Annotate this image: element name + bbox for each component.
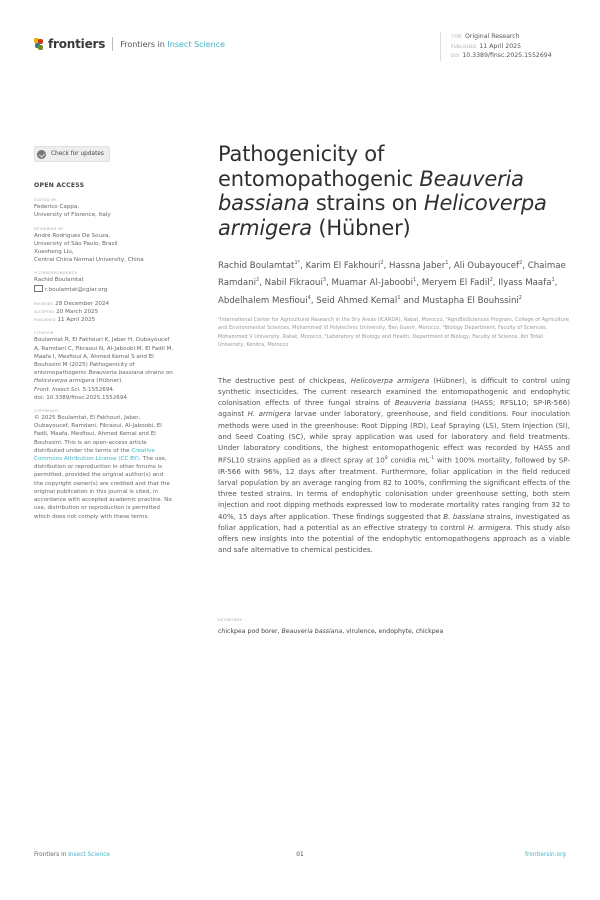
keyword-text: chickpea pod borer, — [218, 628, 282, 636]
reviewer-name: Xuesheng Liu, — [34, 249, 74, 256]
author-name[interactable]: Seid Ahmed Kemal — [316, 295, 398, 306]
title-species: Helicoverpa armigera — [218, 191, 547, 240]
citation-doi[interactable]: doi: 10.3389/finsc.2025.1552694 — [34, 394, 127, 401]
reviewer-name: André Rodrigues De Souza, — [34, 232, 111, 239]
author-name[interactable]: Meryem El Fadil — [421, 278, 490, 289]
author-list: Rachid Boulamtat$^{1*}$, Karim El Fakhouri$^2$, Hassna Jaber$^1$, Ali Oubayoucef$^2$, Chaimae Ramdani$^2$, Nabil Fikraoui$^3$, Muamar Al-Jaboobi$^1$, Meryem El Fadil$^2$, Ilyass Maafa$^1$, Abdelhalem Mesfioui$^4$, Seid Ahmed Kemal$^1$ and Mustapha El Bouhssini$^2$ — [218, 260, 566, 306]
footer-site-link[interactable]: frontiersin.org — [524, 852, 566, 858]
editor-name: Federico Cappa, — [34, 204, 80, 211]
check-updates-label: Check for updates — [51, 150, 104, 157]
reviewer-affiliation: Central China Normal University, China — [34, 257, 144, 264]
author-affiliation-marker: 2 — [519, 260, 523, 266]
abstract-species: H. armigera — [247, 409, 291, 419]
abstract-species: Beauveria bassiana — [394, 398, 467, 408]
correspondence-email-row[interactable] — [34, 285, 174, 294]
copyright-label: COPYRIGHT — [34, 408, 59, 414]
abstract-text: The destructive pest of chickpeas, — [218, 375, 351, 385]
author-affiliation-marker: 1 — [413, 277, 417, 284]
abstract-exponent: 8 — [384, 456, 388, 462]
author-affiliation-marker: 3 — [322, 277, 327, 284]
reviewer-affiliation: University of São Paulo, Brazil — [34, 240, 118, 247]
article-dates — [34, 300, 174, 325]
check-updates-button[interactable] — [34, 146, 110, 162]
author-affiliation-marker: 2 — [255, 277, 260, 284]
abstract-text: (HASS; RFSL10; SP-IR-566) against — [218, 398, 570, 419]
title-part: Pathogenicity of entomopathogenic — [218, 142, 420, 191]
abstract-species: Helicoverpa armigera — [350, 375, 430, 385]
abstract-exponent: -1 — [429, 456, 435, 462]
correspondence-label: *CORRESPONDENCE — [34, 270, 78, 276]
author-affiliation-marker: 1 — [445, 260, 449, 266]
sidebar — [34, 146, 174, 521]
author-name[interactable]: Ilyass Maafa — [498, 278, 552, 289]
page-number: 01 — [296, 852, 304, 858]
page-footer — [34, 852, 566, 864]
reviewed-by-label: REVIEWED BY — [34, 225, 64, 231]
abstract-species: B. bassiana — [443, 511, 485, 521]
meta-published — [451, 42, 552, 52]
article-main — [218, 142, 570, 635]
author-name[interactable]: Nabil Fikraoui — [264, 278, 323, 289]
author-name[interactable]: Chaimae Ramdani — [218, 260, 566, 289]
author-name[interactable]: Abdelhalem Mesfioui — [218, 295, 308, 306]
author-affiliation-marker: 2 — [518, 294, 522, 301]
citation-label: CITATION — [34, 330, 54, 336]
author-name[interactable]: Ali Oubayoucef — [453, 260, 520, 271]
check-updates-icon — [37, 150, 46, 159]
article-title — [218, 142, 570, 240]
keyword-text: , virulence, endophyte, chickpea — [342, 628, 444, 636]
citation-authors: Boulamtat R, El Fakhouri K, Jaber H, Oubayoucef A, Ramdani C, Fikraoui N, Al-Jaboobi M, El Fadil M, Maafa I, Mesfioui A, Ahmed Kemal S and El Bouhssini M (2025) Pathogenicity of entomopathogenic — [34, 337, 174, 377]
abstract-text: (Hübner), is difficult to control using synthetic insecticides. The current research examined the entomopathogenic and endophytic colonisation effects of three fungal strains of — [218, 375, 570, 408]
logo-divider — [112, 37, 113, 51]
footer-journal-prefix: Frontiers in — [34, 852, 69, 858]
author-affiliation-marker: 1* — [294, 260, 301, 266]
date-received-label: RECEIVED — [34, 300, 54, 306]
copyright-tail: . The use, distribution or reproduction in other forums is permitted, provided the original author(s) and the copyright owner(s) are credited and that the original publication in this journal is cited, in accordance with accepted academic practice. No use, distribution or reproduction is permitted which does not comply with these terms. — [34, 456, 172, 520]
abstract-text: larvae under laboratory, greenhouse, and field conditions. Four inoculation methods were used in the greenhouse: Root Dipping (RD), Leaf Spraying (LS), Stem Injection (SI), and Seed Coating (SC), while spray application was used for laboratory and field treatments. Under laboratory conditions, the highest entomopathogenic effect was recorded by HASS and RFSL10 strains applied as a direct spray at 10 — [218, 409, 570, 465]
title-species: Beauveria bassiana — [218, 166, 524, 215]
citation-species: Beauveria bassiana — [88, 370, 144, 377]
copyright-text — [34, 414, 174, 521]
keywords — [218, 628, 570, 635]
citation-mid: strains on — [143, 370, 173, 377]
frontiers-logo-icon — [34, 38, 44, 50]
date-received-value: 28 December 2024 — [55, 300, 110, 307]
citation-volume: 5:1552694. — [80, 386, 115, 393]
keyword-species: Beauveria bassiana — [281, 628, 343, 636]
citation-text — [34, 336, 174, 402]
date-published — [34, 316, 174, 324]
meta-type-value: Original Research — [465, 33, 520, 40]
mail-icon — [34, 285, 43, 292]
license-link[interactable]: Creative Commons Attribution License (CC BY) — [34, 447, 155, 463]
author-affiliation-marker: 4 — [307, 294, 311, 301]
page-header — [0, 0, 600, 80]
date-accepted-value: 20 March 2025 — [56, 309, 99, 316]
meta-published-value: 11 April 2025 — [479, 42, 522, 50]
author-name[interactable]: Rachid Boulamtat — [218, 260, 295, 271]
citation-journal: Front. Insect Sci. — [34, 386, 81, 393]
meta-doi — [451, 51, 552, 61]
journal-name — [120, 40, 225, 49]
author-name[interactable]: Karim El Fakhouri — [305, 260, 381, 271]
correspondence-name: Rachid Boulamtat — [34, 277, 84, 284]
open-access-label: OPEN ACCESS — [34, 182, 85, 189]
abstract-text: . This study also offers new insights into the potential of the endophytic entomopathogens approach as a viable and safe alternative to chemical pesticides. — [218, 522, 570, 555]
meta-type — [451, 32, 552, 42]
abstract-text: strains, investigated as foliar application, had a potential as an effective strategy to control — [218, 511, 571, 532]
date-published-value: 11 April 2025 — [57, 317, 96, 324]
author-name[interactable]: Mustapha El Bouhssini — [422, 295, 519, 306]
citation-species: Helicoverpa armigera — [34, 378, 95, 385]
meta-doi-value[interactable]: 10.3389/finsc.2025.1552694 — [462, 52, 552, 59]
abstract-species: H. armigera — [467, 522, 511, 532]
abstract-text: with 100% mortality, followed by SP-IR-566 with 96%, 12 days after treatment. Furthermore, foliar application in the field reduced larval population by an average ranging from 82 to 100%, confirming the significant effects of the three tested strains. In terms of endophytic colonisation under greenhouse setting, both stem injection and root dipping methods expressed low to moderate mortality rates ranging from 32 to 40%, 15 days after application. These findings suggested that — [218, 455, 570, 521]
author-affiliation-marker: 1 — [397, 294, 401, 301]
article-meta — [440, 32, 552, 61]
author-affiliation-marker: 1 — [551, 277, 555, 284]
keywords-label: KEYWORDS — [218, 617, 243, 623]
date-accepted — [34, 308, 174, 316]
abstract-text: conidia mL — [387, 455, 430, 465]
author-affiliation-marker: 2 — [489, 277, 493, 284]
title-part: strains on — [309, 191, 424, 215]
date-accepted-label: ACCEPTED — [34, 309, 55, 315]
footer-journal-name[interactable]: Insect Science — [68, 852, 110, 858]
citation-tail: (Hübner). — [94, 378, 124, 385]
copyright-body: © 2025 Boulamtat, El Fakhouri, Jaber, Oubayoucef, Ramdani, Fikraoui, Al-Jaboobi, El Fadil, Maafa, Mesfioui, Ahmed Kemal and El Bouhssini. This is an open-access article distributed under the terms of the — [34, 415, 162, 454]
title-part: (Hübner) — [311, 215, 411, 240]
editor-affiliation: University of Florence, Italy — [34, 212, 111, 219]
abstract — [218, 375, 570, 556]
journal-prefix: Frontiers in — [120, 39, 168, 49]
journal-title: Insect Science — [167, 39, 226, 49]
author-affiliation-marker: 2 — [380, 260, 384, 266]
meta-type-label: TYPE — [451, 34, 463, 39]
author-name[interactable]: Muamar Al-Jaboobi — [331, 278, 414, 289]
date-published-label: PUBLISHED — [34, 317, 56, 323]
meta-doi-label: DOI — [451, 53, 460, 58]
brand-name: frontiers — [48, 37, 106, 51]
affiliations: ¹International Center for Agricultural Research in the Dry Areas (ICARDA), Rabat, Morocco, ²AgroBioSciences Program, College of Agriculture and Environmental Sciences, Mohammed VI Polytechnic University, Ben Guerir, Morocco, ³Biology Department, Faculty of Sciences, Mohammed V University, Rabat, Morocco, ⁴Laboratory of Biology and Health, Department of Biology, Faculty of Science, Ibn Tofail University, Kenitra, Morocco — [218, 317, 570, 349]
date-received — [34, 300, 174, 308]
frontiers-logo[interactable] — [34, 37, 225, 51]
edited-by-label: EDITED BY — [34, 197, 57, 203]
correspondence-email[interactable]: r.boulamtat@cgiar.org — [45, 286, 108, 293]
meta-published-label: PUBLISHED — [451, 43, 477, 49]
author-name[interactable]: Hassna Jaber — [389, 260, 446, 271]
